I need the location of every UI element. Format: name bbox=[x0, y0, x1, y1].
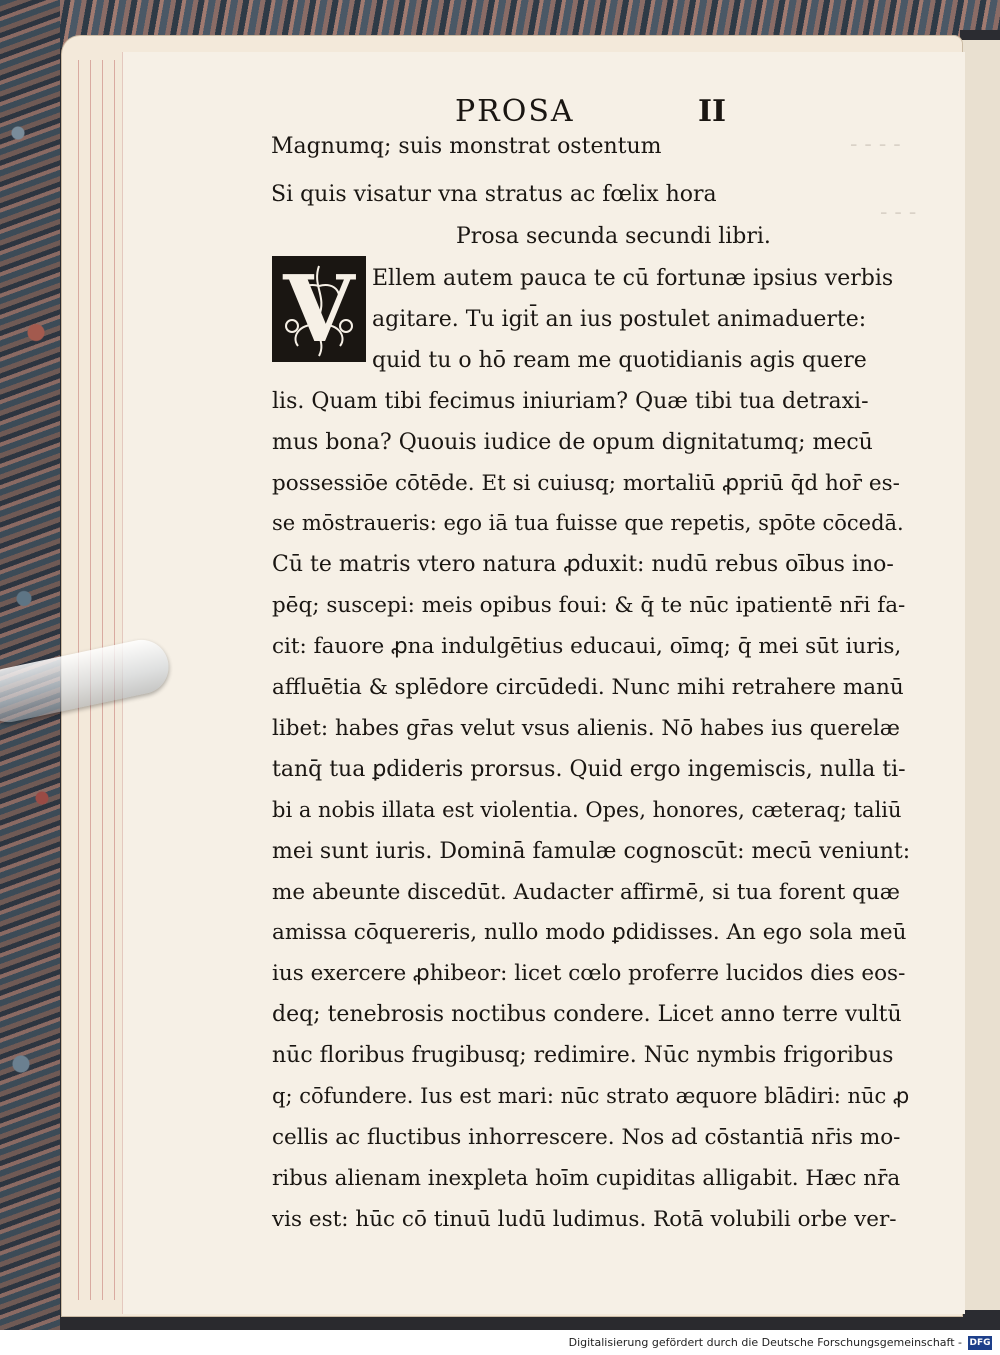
text-line: bi a nobis illata est violentia. Opes, honores, cæteraq; taliū bbox=[272, 798, 902, 822]
text-line: cellis ac fluctibus inhorrescere. Nos ad cōstantiā nr̄is mo- bbox=[272, 1125, 901, 1150]
text-line: mus bona? Quouis iudice de opum dignitatumq; mecū bbox=[272, 430, 873, 455]
text-line: libet: habes gr̄as velut vsus alienis. Nō habes ius querelæ bbox=[272, 716, 901, 741]
text-line: ius exercere ꝓhibeor: licet cœlo proferre lucidos dies eos- bbox=[272, 961, 906, 986]
text-line: me abeunte discedūt. Audacter affirmē, si tua forent quæ bbox=[272, 880, 900, 905]
show-through-text: - - - - bbox=[850, 132, 901, 157]
verse-line: Si quis visatur vna stratus ac fœlix hora bbox=[271, 182, 717, 207]
signature-mark: II bbox=[698, 94, 727, 129]
text-line: agitare. Tu igit̄ an ius postulet animaduerte: bbox=[372, 307, 867, 332]
text-line: vis est: hūc cō tinuū ludū ludimus. Rotā volubili orbe ver- bbox=[272, 1207, 897, 1232]
text-line: deq; tenebrosis noctibus condere. Licet anno terre vultū bbox=[272, 1002, 902, 1027]
text-line: nūc floribus frugibusq; redimire. Nūc nymbis frigoribus bbox=[272, 1043, 894, 1068]
text-line: possessiōe cōtēde. Et si cuiusq; mortaliū ꝓpriū q̄d hor̄ es- bbox=[272, 471, 900, 496]
initial-letter: V bbox=[283, 255, 355, 363]
text-line: Ellem autem pauca te cū fortunæ ipsius verbis bbox=[372, 266, 894, 291]
text-line: affluētia & splēdore circūdedi. Nunc mihi retrahere manū bbox=[272, 675, 904, 700]
text-line: ribus alienam inexpleta hoīm cupiditas alligabit. Hæc nr̄a bbox=[272, 1166, 901, 1191]
text-line: quid tu o hō ream me quotidianis agis quere bbox=[372, 348, 867, 373]
text-line: tanq̄ tua ꝑdideris prorsus. Quid ergo ingemiscis, nulla ti- bbox=[272, 757, 906, 782]
text-line: Cū te matris vtero natura ꝓduxit: nudū rebus oībus ino- bbox=[272, 552, 894, 577]
text-line: amissa cōquereris, nullo modo ꝑdidisses. An ego sola meū bbox=[272, 920, 907, 945]
section-heading: Prosa secunda secundi libri. bbox=[456, 224, 771, 249]
text-line: q; cōfundere. Ius est mari: nūc strato æquore blādiri: nūc ꝓ bbox=[272, 1084, 910, 1108]
text-line: se mōstraueris: ego iā tua fuisse que repetis, spōte cōcedā. bbox=[272, 511, 904, 535]
text-line: lis. Quam tibi fecimus iniuriam? Quæ tibi tua detraxi- bbox=[272, 389, 869, 414]
dfg-logo: DFG bbox=[969, 1338, 991, 1348]
decorated-initial bbox=[272, 256, 366, 362]
footer-credit: Digitalisierung gefördert durch die Deutsche Forschungsgemeinschaft - bbox=[568, 1336, 962, 1349]
verse-line: Magnumq; suis monstrat ostentum bbox=[271, 134, 662, 159]
facing-page-edge bbox=[962, 40, 1000, 1310]
text-line: mei sunt iuris. Dominā famulæ cognoscūt: mecū veniunt: bbox=[272, 839, 911, 864]
text-line: cit: fauore ꝓna indulgētius educaui, oīmq; q̄ mei sūt iuris, bbox=[272, 634, 902, 659]
running-head: PROSA bbox=[455, 94, 575, 129]
text-line: pēq; suscepi: meis opibus foui: & q̄ te nūc ipatientē nr̄i fa- bbox=[272, 593, 906, 618]
show-through-text: - - - bbox=[880, 200, 917, 225]
